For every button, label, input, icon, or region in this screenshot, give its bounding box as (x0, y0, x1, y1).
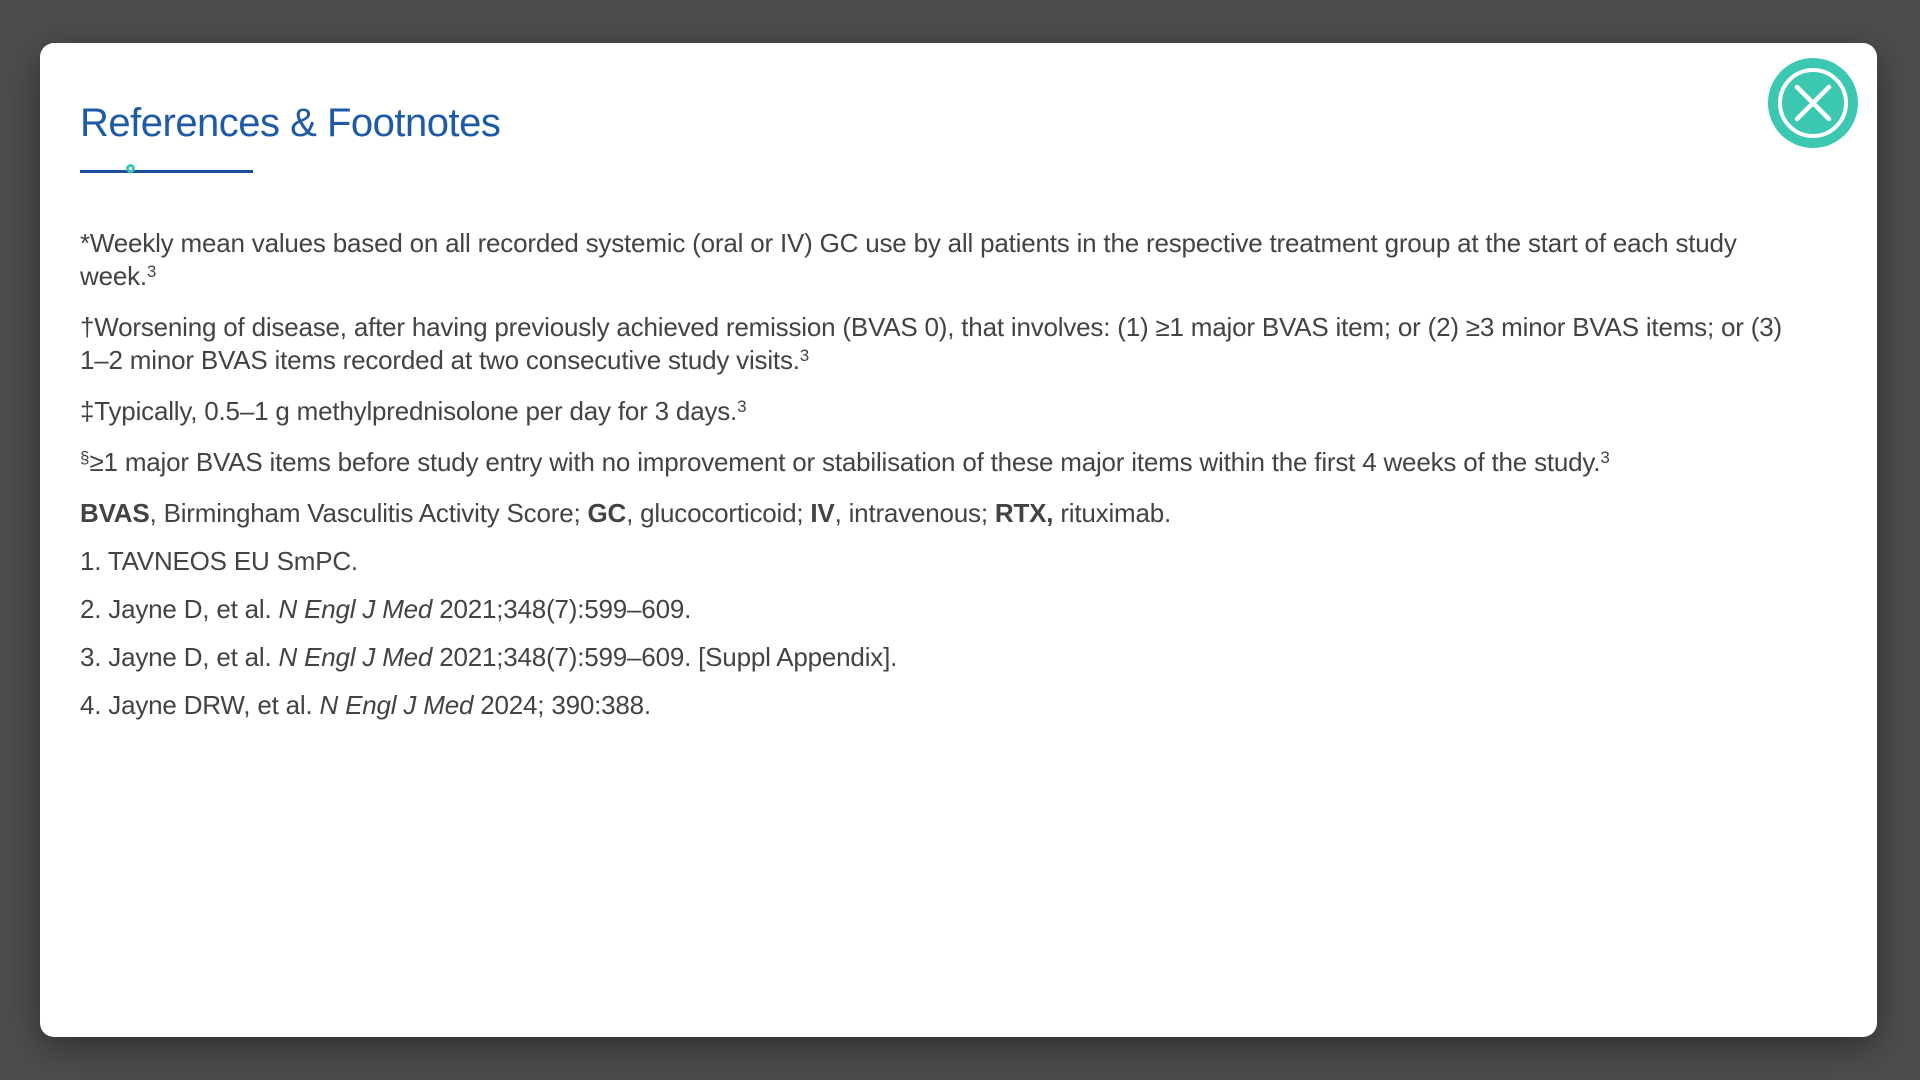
reference-1: 1. TAVNEOS EU SmPC. (80, 546, 358, 576)
reference-4: 4. Jayne DRW, et al. N Engl J Med 2024; 390:388. (80, 690, 651, 720)
close-icon (1768, 58, 1858, 148)
divider-dot-icon (126, 164, 135, 173)
reference-2: 2. Jayne D, et al. N Engl J Med 2021;348(7):599–609. (80, 594, 692, 624)
footnote-major-bvas: §≥1 major BVAS items before study entry with no improvement or stabilisation of these major items within the first 4 weeks of the study.$^3$ (80, 447, 1610, 477)
close-button[interactable] (1768, 58, 1858, 148)
title-divider (80, 170, 253, 173)
modal-content-area (40, 43, 1877, 1037)
abbreviations-line: BVAS, Birmingham Vasculitis Activity Score; GC, glucocorticoid; IV, intravenous; RTX, rituximab. (80, 498, 1172, 528)
footnote-worsening-disease: †Worsening of disease, after having previously achieved remission (BVAS 0), that involves: (1) ≥1 major BVAS item; or (2) ≥3 minor BVAS items; or (3) 1–2 minor BVAS items recorded at two consecutive study visits.$^3$ (80, 312, 1782, 375)
footnotes-and-references (80, 227, 1810, 722)
page-title: References & Footnotes (80, 101, 501, 145)
footnote-methylprednisolone: ‡Typically, 0.5–1 g methylprednisolone per day for 3 days.$^3$ (80, 396, 747, 426)
references-modal (40, 43, 1877, 1037)
reference-3: 3. Jayne D, et al. N Engl J Med 2021;348(7):599–609. [Suppl Appendix]. (80, 642, 898, 672)
footnote-weekly-gc: *Weekly mean values based on all recorded systemic (oral or IV) GC use by all patients in the respective treatment group at the start of each study week.$^3$ (80, 228, 1737, 291)
